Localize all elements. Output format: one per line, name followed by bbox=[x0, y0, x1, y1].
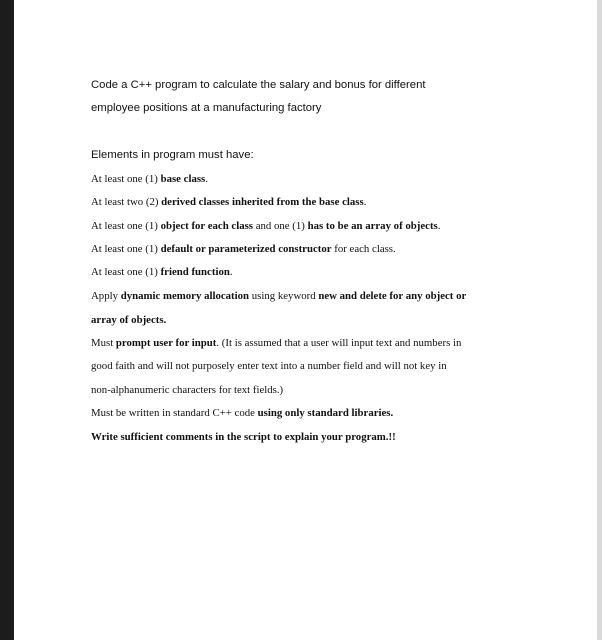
requirement-standard-libraries bbox=[91, 407, 393, 419]
requirement-prompt-input bbox=[91, 337, 461, 349]
intro-line-1: Code a C++ program to calculate the salary and bonus for different bbox=[91, 79, 426, 91]
req-emphasis: Write sufficient comments in the script to explain your program.!! bbox=[91, 431, 396, 443]
req-text: . bbox=[229, 266, 233, 278]
requirement-objects bbox=[91, 220, 440, 232]
req-text: At least one (1) bbox=[91, 220, 161, 232]
requirement-friend-function bbox=[91, 266, 233, 278]
requirement-derived-classes bbox=[91, 196, 366, 208]
req-text: At least one (1) bbox=[91, 243, 161, 255]
req-emphasis: has to be an array of objects bbox=[307, 220, 438, 232]
req-emphasis: object for each class bbox=[160, 220, 254, 232]
left-dark-margin bbox=[0, 0, 14, 640]
requirement-prompt-input-line2: good faith and will not purposely enter text into a number field and will not key in bbox=[91, 360, 447, 372]
req-emphasis: base class bbox=[160, 173, 206, 185]
req-text: . bbox=[205, 173, 208, 185]
req-text: using keyword bbox=[249, 290, 319, 302]
req-text: At least two (2) bbox=[91, 196, 162, 208]
requirement-constructor bbox=[91, 243, 396, 255]
requirement-dynamic-memory-cont bbox=[91, 314, 166, 326]
req-text: . (It is assumed that a user will input text and numbers in bbox=[216, 337, 462, 349]
req-text: for each class. bbox=[331, 243, 396, 255]
document-page bbox=[14, 0, 597, 640]
req-text: At least one (1) bbox=[91, 173, 161, 185]
requirement-prompt-input-line3: non-alphanumeric characters for text fields.) bbox=[91, 384, 284, 396]
req-text: . bbox=[363, 196, 367, 208]
intro-line-2: employee positions at a manufacturing factory bbox=[91, 102, 322, 114]
req-emphasis: using only standard libraries. bbox=[257, 407, 394, 419]
req-emphasis: derived classes inherited from the base class bbox=[161, 196, 364, 208]
req-text: . bbox=[437, 220, 441, 232]
elements-heading: Elements in program must have: bbox=[91, 149, 254, 161]
req-emphasis: array of objects. bbox=[91, 314, 167, 326]
req-text: and one (1) bbox=[253, 220, 308, 232]
req-emphasis: dynamic memory allocation bbox=[120, 290, 250, 302]
requirement-base-class bbox=[91, 173, 208, 185]
req-text: Must bbox=[91, 337, 116, 349]
req-emphasis: new and delete for any object or bbox=[318, 290, 467, 302]
req-text: At least one (1) bbox=[91, 266, 161, 278]
req-text: Apply bbox=[91, 290, 121, 302]
requirement-comments bbox=[91, 431, 396, 443]
requirement-dynamic-memory bbox=[91, 290, 466, 302]
req-emphasis: friend function bbox=[160, 266, 230, 278]
req-text: Must be written in standard C++ code bbox=[91, 407, 258, 419]
req-emphasis: default or parameterized constructor bbox=[160, 243, 332, 255]
right-gray-margin bbox=[597, 0, 602, 640]
req-emphasis: prompt user for input bbox=[115, 337, 217, 349]
